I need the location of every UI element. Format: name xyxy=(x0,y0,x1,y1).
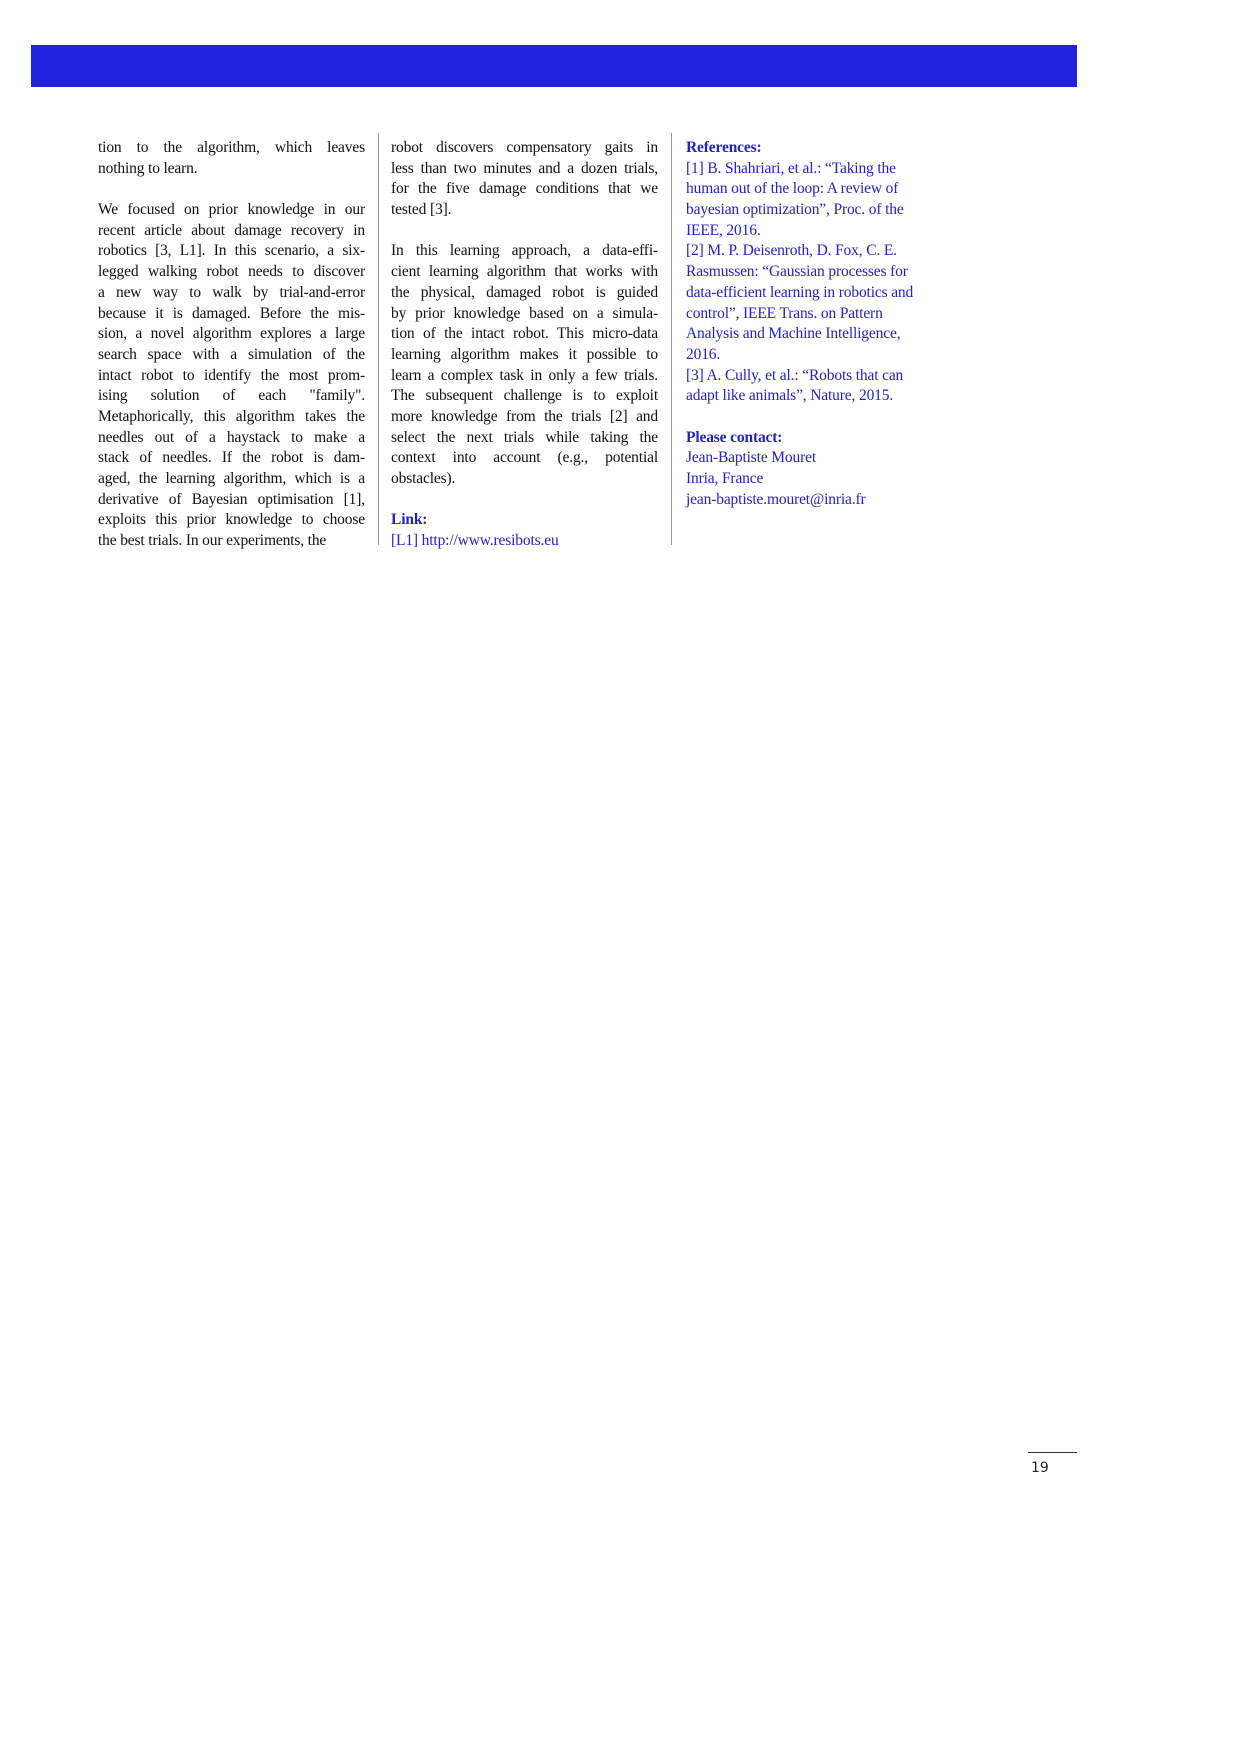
header-banner xyxy=(31,45,1077,87)
contact-heading: Please contact: xyxy=(686,428,783,446)
text-line: for the five damage conditions that we xyxy=(391,180,658,198)
text-line: obstacles). xyxy=(391,470,456,487)
references-list xyxy=(686,159,956,407)
text-line: learn a complex task in only a few trials. xyxy=(391,366,658,384)
text-line: robot discovers compensatory gaits in xyxy=(391,139,658,156)
text-line: aged, the learning algorithm, which is a xyxy=(98,470,365,487)
text-line: Metaphorically, this algorithm takes the xyxy=(98,407,365,425)
text-line: stack of needles. If the robot is dam- xyxy=(98,449,365,467)
paragraph-gap xyxy=(391,221,658,242)
text-line: tested [3]. xyxy=(391,201,452,219)
page-number: 19 xyxy=(1031,1460,1049,1476)
reference-line: data-efficient learning in robotics and xyxy=(686,283,914,301)
column-3 xyxy=(686,138,956,510)
text-line: learning algorithm makes it possible to xyxy=(391,345,658,363)
contact-affiliation: Inria, France xyxy=(686,470,764,487)
link-resibots[interactable]: [L1] http://www.resibots.eu xyxy=(391,532,559,550)
spacer xyxy=(391,490,658,511)
reference-line: adapt like animals”, Nature, 2015. xyxy=(686,387,894,405)
text-line: sion, a novel algorithm explores a large xyxy=(98,325,365,343)
page-number-rule xyxy=(1028,1452,1077,1453)
column-divider xyxy=(671,133,672,545)
contact-name: Jean-Baptiste Mouret xyxy=(686,449,817,467)
column-2 xyxy=(391,138,658,552)
text-line: by prior knowledge based on a simula- xyxy=(391,304,658,322)
spacer xyxy=(686,407,956,428)
text-line: needles out of a haystack to make a xyxy=(98,428,365,446)
reference-line: 2016. xyxy=(686,345,721,363)
text-line: select the next trials while taking the xyxy=(391,428,658,446)
contact-email[interactable]: jean-baptiste.mouret@inria.fr xyxy=(686,490,866,508)
text-line: robotics [3, L1]. In this scenario, a six- xyxy=(98,242,365,260)
text-line: exploits this prior knowledge to choose xyxy=(98,511,365,529)
reference-line: bayesian optimization”, Proc. of the xyxy=(686,201,904,219)
references-heading: References: xyxy=(686,139,762,156)
reference-line: [2] M. P. Deisenroth, D. Fox, C. E. xyxy=(686,242,897,260)
text-line: We focused on prior knowledge in our xyxy=(98,201,365,219)
reference-line: Analysis and Machine Intelligence, xyxy=(686,325,901,343)
text-line: intact robot to identify the most prom- xyxy=(98,366,365,384)
reference-line: [3] A. Cully, et al.: “Robots that can xyxy=(686,366,904,384)
text-line: legged walking robot needs to discover xyxy=(98,263,365,281)
reference-line: human out of the loop: A review of xyxy=(686,180,899,198)
text-line: tion of the intact robot. This micro-data xyxy=(391,325,658,343)
reference-line: control”, IEEE Trans. on Pattern xyxy=(686,304,883,322)
reference-line: IEEE, 2016. xyxy=(686,221,761,239)
text-line: the physical, damaged robot is guided xyxy=(391,283,658,301)
reference-line: Rasmussen: “Gaussian processes for xyxy=(686,263,908,281)
text-line: search space with a simulation of the xyxy=(98,345,365,363)
column-divider xyxy=(378,133,379,545)
text-line: less than two minutes and a dozen trials, xyxy=(391,159,658,177)
text-line: In this learning approach, a data-effi- xyxy=(391,242,658,260)
link-heading: Link: xyxy=(391,511,428,529)
text-line: more knowledge from the trials [2] and xyxy=(391,407,658,425)
column-1 xyxy=(98,138,365,552)
text-line: the best trials. In our experiments, the xyxy=(98,532,327,550)
text-line: cient learning algorithm that works with xyxy=(391,263,658,281)
reference-line: [1] B. Shahriari, et al.: “Taking the xyxy=(686,159,896,177)
text-line: tion to the algorithm, which leaves xyxy=(98,139,365,156)
text-line: derivative of Bayesian optimisation [1], xyxy=(98,490,365,508)
text-line: because it is damaged. Before the mis- xyxy=(98,304,365,322)
text-line: a new way to walk by trial-and-error xyxy=(98,283,365,301)
text-line: nothing to learn. xyxy=(98,159,198,177)
paragraph-gap xyxy=(98,179,365,200)
text-line: The subsequent challenge is to exploit xyxy=(391,387,658,405)
text-line: recent article about damage recovery in xyxy=(98,221,365,239)
text-line: context into account (e.g., potential xyxy=(391,449,658,467)
text-line: ising solution of each "family". xyxy=(98,387,365,405)
